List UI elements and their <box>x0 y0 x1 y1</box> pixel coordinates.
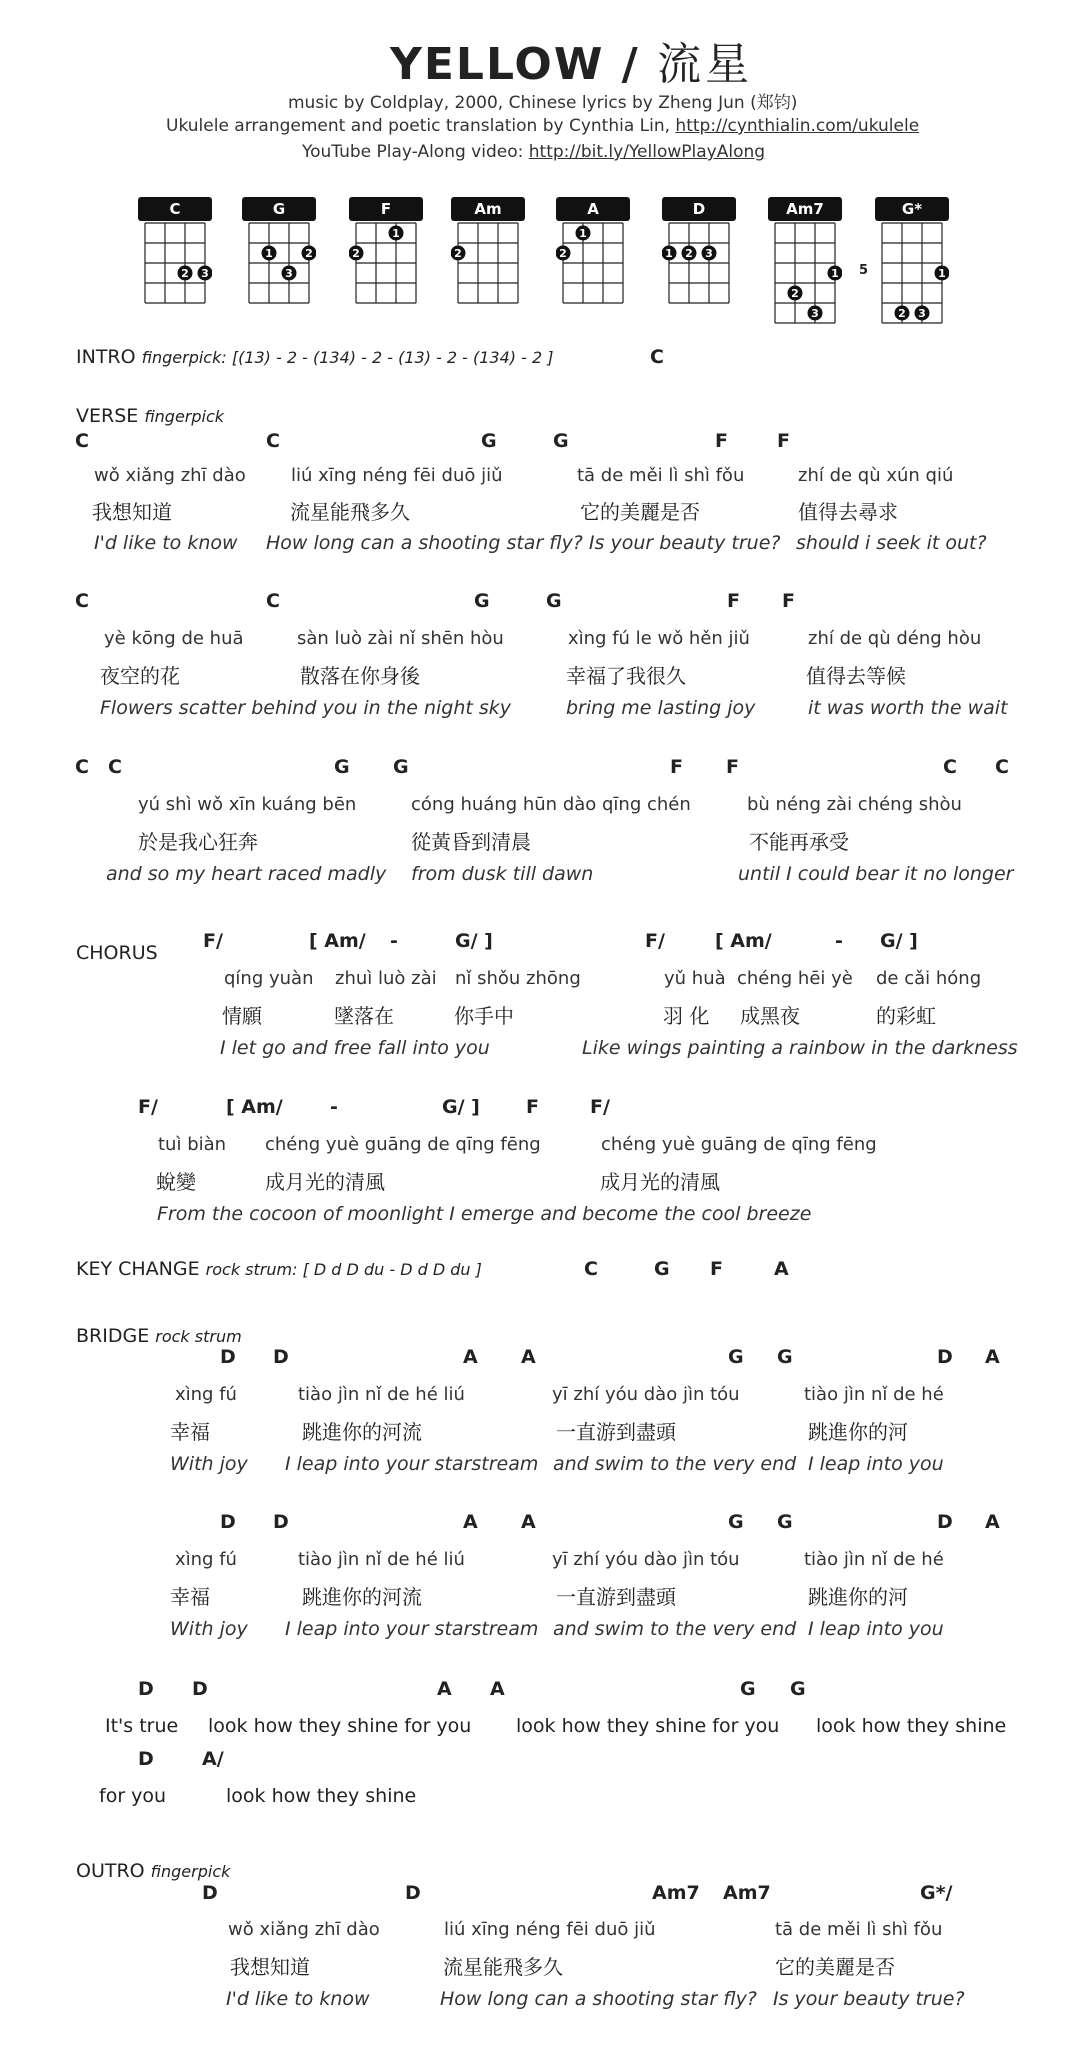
chord-symbol: A <box>437 1678 452 1700</box>
pinyin-text: wǒ xiǎng zhī dào <box>228 1919 380 1940</box>
chord-symbol: D <box>405 1882 421 1904</box>
chord-symbol: A/ <box>202 1748 224 1770</box>
chord-symbol: F <box>727 590 740 612</box>
chord-symbol: G <box>728 1346 744 1368</box>
chinese-lyric: 你手中 <box>454 1004 514 1028</box>
intro-chord: C <box>650 346 664 368</box>
finger-number: 3 <box>918 307 926 320</box>
english-lyric: look how they shine for you <box>516 1715 780 1737</box>
chord-name: C <box>138 197 212 221</box>
chord-symbol: D <box>937 1346 953 1368</box>
chord-symbol: C <box>75 430 89 452</box>
chord-symbol: C <box>943 756 957 778</box>
english-lyric: I let go and free fall into you <box>220 1037 490 1059</box>
pinyin-text: tiào jìn nǐ de hé <box>804 1549 944 1570</box>
chinese-lyric: 於是我心狂奔 <box>138 830 258 854</box>
pinyin-text: bù néng zài chéng shòu <box>747 794 962 815</box>
chord-symbol: F <box>715 430 728 452</box>
chinese-lyric: 成月光的清風 <box>265 1170 385 1194</box>
chord-symbol: C <box>108 756 122 778</box>
bridge-title: BRIDGE <box>76 1325 150 1347</box>
finger-number: 3 <box>201 267 209 280</box>
finger-number: 1 <box>831 267 839 280</box>
chord-symbol: F <box>526 1096 539 1118</box>
finger-number: 2 <box>305 247 313 260</box>
pinyin-text: chéng yuè guāng de qīng fēng <box>601 1134 877 1155</box>
chord-grid <box>138 221 212 313</box>
chord-symbol: A <box>985 1511 1000 1533</box>
chord-symbol: [ Am/ <box>226 1096 283 1118</box>
bridge-label <box>76 1325 242 1347</box>
bridge-note: rock strum <box>155 1327 242 1346</box>
pinyin-text: tiào jìn nǐ de hé liú <box>298 1549 465 1570</box>
credit-line: music by Coldplay, 2000, Chinese lyrics by Zheng Jun (郑钧) <box>288 93 798 113</box>
chord-symbol: F/ <box>645 930 665 952</box>
chord-diagram-d <box>662 197 736 313</box>
chinese-lyric: 一直游到盡頭 <box>556 1420 676 1444</box>
pinyin-text: nǐ shǒu zhōng <box>455 968 581 989</box>
pinyin-text: yǔ huà <box>664 968 726 989</box>
english-lyric: look how they shine <box>816 1715 1007 1737</box>
english-lyric: and swim to the very end <box>553 1618 797 1640</box>
finger-number: 3 <box>705 247 713 260</box>
english-lyric: from dusk till dawn <box>411 863 594 885</box>
english-lyric: bring me lasting joy <box>566 697 756 719</box>
finger-number: 3 <box>285 267 293 280</box>
chinese-lyric: 跳進你的河 <box>808 1585 908 1609</box>
chord-grid <box>556 221 630 313</box>
english-lyric: I leap into your starstream <box>285 1618 539 1640</box>
chord-symbol: C <box>266 430 280 452</box>
finger-number: 2 <box>181 267 189 280</box>
outro-label <box>76 1860 230 1882</box>
outro-note: fingerpick <box>150 1862 231 1881</box>
english-lyric: I leap into your starstream <box>285 1453 539 1475</box>
chord-symbol: G <box>546 590 562 612</box>
english-lyric: Like wings painting a rainbow in the darkness <box>582 1037 1018 1059</box>
chord-diagram-f <box>349 197 423 313</box>
chinese-lyric: 夜空的花 <box>100 664 180 688</box>
chord-symbol: D <box>937 1511 953 1533</box>
chord-symbol: D <box>192 1678 208 1700</box>
chord-diagram-g <box>242 197 316 313</box>
pinyin-text: zhuì luò zài <box>335 968 437 989</box>
chord-symbol: G <box>334 756 350 778</box>
chinese-lyric: 成月光的清風 <box>600 1170 720 1194</box>
finger-number: 2 <box>559 247 567 260</box>
chinese-lyric: 不能再承受 <box>749 830 849 854</box>
pinyin-text: xìng fú <box>175 1384 237 1405</box>
pinyin-text: yī zhí yóu dào jìn tóu <box>552 1384 740 1405</box>
chinese-lyric: 跳進你的河流 <box>302 1585 422 1609</box>
chord-grid <box>662 221 736 313</box>
intro-label <box>76 346 553 368</box>
pinyin-text: tuì biàn <box>158 1134 227 1155</box>
chord-name: D <box>662 197 736 221</box>
chord-symbol: F/ <box>203 930 223 952</box>
chinese-lyric: 跳進你的河 <box>808 1420 908 1444</box>
chinese-lyric: 值得去等候 <box>806 664 906 688</box>
chord-symbol: [ Am/ <box>715 930 772 952</box>
english-lyric: I'd like to know <box>94 532 238 554</box>
chord-symbol: F <box>726 756 739 778</box>
english-lyric: It's true <box>105 1715 179 1737</box>
chord-symbol: Am7 <box>652 1882 700 1904</box>
pinyin-text: liú xīng néng fēi duō jiǔ <box>291 465 503 486</box>
pinyin-text: yú shì wǒ xīn kuáng bēn <box>138 794 357 815</box>
arrangement-text: Ukulele arrangement and poetic translation by Cynthia Lin, <box>166 116 676 136</box>
chinese-lyric: 墜落在 <box>334 1004 394 1028</box>
chinese-lyric: 成黑夜 <box>740 1004 800 1028</box>
chord-symbol: A <box>521 1346 536 1368</box>
chord-symbol: D <box>220 1346 236 1368</box>
finger-number: 2 <box>685 247 693 260</box>
song-title-en: YELLOW / <box>390 39 640 90</box>
chord-name: G <box>242 197 316 221</box>
chord-symbol: D <box>138 1678 154 1700</box>
chord-symbol: Am7 <box>723 1882 771 1904</box>
chord-name: Am7 <box>768 197 842 221</box>
pinyin-text: cóng huáng hūn dào qīng chén <box>411 794 691 815</box>
finger-number: 1 <box>938 267 946 280</box>
finger-number: 3 <box>811 307 819 320</box>
chord-symbol: - <box>330 1096 338 1118</box>
pinyin-text: tiào jìn nǐ de hé liú <box>298 1384 465 1405</box>
chord-symbol: C <box>995 756 1009 778</box>
english-lyric: I leap into you <box>808 1453 944 1475</box>
chord-diagram-a <box>556 197 630 313</box>
chord-symbol: D <box>273 1511 289 1533</box>
pinyin-text: liú xīng néng fēi duō jiǔ <box>444 1919 656 1940</box>
chord-symbol: G*/ <box>920 1882 953 1904</box>
chinese-lyric: 流星能飛多久 <box>443 1955 563 1979</box>
chord-symbol: - <box>390 930 398 952</box>
english-lyric: and swim to the very end <box>553 1453 797 1475</box>
english-lyric: and so my heart raced madly <box>106 863 387 885</box>
verse-label <box>76 405 224 427</box>
english-lyric: How long can a shooting star fly? Is your beauty true? <box>266 532 781 554</box>
chinese-lyric: 我想知道 <box>230 1955 310 1979</box>
key-change-chord: A <box>774 1258 789 1280</box>
chinese-lyric: 蛻變 <box>156 1170 196 1194</box>
chord-symbol: [ Am/ <box>309 930 366 952</box>
chord-grid <box>242 221 316 313</box>
chord-symbol: G <box>740 1678 756 1700</box>
chord-name: F <box>349 197 423 221</box>
chord-symbol: A <box>463 1346 478 1368</box>
key-change-note: rock strum: [ D d D du - D d D du ] <box>205 1260 482 1279</box>
english-lyric: should i seek it out? <box>796 532 987 554</box>
english-lyric: look how they shine for you <box>208 1715 472 1737</box>
chord-grid <box>875 221 949 333</box>
pinyin-text: wǒ xiǎng zhī dào <box>94 465 246 486</box>
chord-diagram-gstar <box>859 197 949 333</box>
pinyin-text: xìng fú <box>175 1549 237 1570</box>
verse-title: VERSE <box>76 405 139 427</box>
pinyin-text: xìng fú le wǒ hěn jiǔ <box>568 628 750 649</box>
chord-diagram-c <box>138 197 212 313</box>
intro-title: INTRO <box>76 346 136 368</box>
chinese-lyric: 幸福了我很久 <box>566 664 686 688</box>
chinese-lyric: 一直游到盡頭 <box>556 1585 676 1609</box>
chord-symbol: F/ <box>138 1096 158 1118</box>
chinese-lyric: 羽 化 <box>663 1004 710 1028</box>
chord-symbol: C <box>75 756 89 778</box>
english-lyric: for you <box>99 1785 167 1807</box>
chord-grid <box>451 221 525 313</box>
chord-symbol: F <box>777 430 790 452</box>
pinyin-text: tā de měi lì shì fǒu <box>775 1919 943 1940</box>
chord-symbol: D <box>202 1882 218 1904</box>
english-lyric: How long can a shooting star fly? <box>440 1988 757 2010</box>
chord-name: G* <box>875 197 949 221</box>
chinese-lyric: 我想知道 <box>92 500 172 524</box>
key-change-chord: F <box>710 1258 723 1280</box>
key-change-label <box>76 1258 482 1280</box>
pinyin-text: tiào jìn nǐ de hé <box>804 1384 944 1405</box>
song-title-cn: 流星 <box>657 39 754 90</box>
chord-name: Am <box>451 197 525 221</box>
chorus-label: CHORUS <box>76 942 158 964</box>
chord-symbol: D <box>273 1346 289 1368</box>
pinyin-text: zhí de qù xún qiú <box>798 465 954 486</box>
chord-symbol: G/ ] <box>442 1096 480 1118</box>
finger-number: 2 <box>898 307 906 320</box>
key-change-chord: C <box>584 1258 598 1280</box>
chord-symbol: A <box>985 1346 1000 1368</box>
chinese-lyric: 值得去尋求 <box>798 500 898 524</box>
pinyin-text: yī zhí yóu dào jìn tóu <box>552 1549 740 1570</box>
finger-number: 2 <box>791 287 799 300</box>
chinese-lyric: 情願 <box>222 1004 262 1028</box>
chord-symbol: G/ ] <box>455 930 493 952</box>
pinyin-text: chéng hēi yè <box>737 968 853 989</box>
chinese-lyric: 它的美麗是否 <box>580 500 700 524</box>
english-lyric: it was worth the wait <box>808 697 1008 719</box>
chord-symbol: C <box>266 590 280 612</box>
english-lyric: look how they shine <box>226 1785 417 1807</box>
video-line <box>302 142 765 162</box>
key-change-chord: G <box>654 1258 670 1280</box>
finger-number: 1 <box>665 247 673 260</box>
intro-note: fingerpick: [(13) - 2 - (134) - 2 - (13) - 2 - (134) - 2 ] <box>141 348 554 367</box>
chord-symbol: A <box>490 1678 505 1700</box>
english-lyric: I leap into you <box>808 1618 944 1640</box>
pinyin-text: de cǎi hóng <box>876 968 982 989</box>
chord-symbol: - <box>835 930 843 952</box>
english-lyric: Flowers scatter behind you in the night sky <box>100 697 512 719</box>
english-lyric: until I could bear it no longer <box>738 863 1014 885</box>
pinyin-text: qíng yuàn <box>224 968 314 989</box>
english-lyric: Is your beauty true? <box>773 1988 965 2010</box>
chord-name: A <box>556 197 630 221</box>
video-text: YouTube Play-Along video: <box>302 142 529 162</box>
fret-position-label: 5 <box>859 263 869 278</box>
arrangement-line <box>166 116 919 136</box>
chinese-lyric: 它的美麗是否 <box>775 1955 895 1979</box>
chord-symbol: F <box>670 756 683 778</box>
chinese-lyric: 幸福 <box>170 1420 210 1444</box>
pinyin-text: tā de měi lì shì fǒu <box>577 465 745 486</box>
pinyin-text: yè kōng de huā <box>104 628 244 649</box>
english-lyric: I'd like to know <box>226 1988 370 2010</box>
chord-symbol: G/ ] <box>880 930 918 952</box>
finger-number: 1 <box>579 227 587 240</box>
chord-symbol: G <box>481 430 497 452</box>
english-lyric: With joy <box>170 1453 248 1475</box>
song-title <box>390 28 753 92</box>
chinese-lyric: 幸福 <box>170 1585 210 1609</box>
arrangement-link[interactable]: http://cynthialin.com/ukulele <box>675 116 920 136</box>
chord-symbol: A <box>521 1511 536 1533</box>
chinese-lyric: 流星能飛多久 <box>290 500 410 524</box>
chord-symbol: G <box>553 430 569 452</box>
chord-grid <box>768 221 842 333</box>
chord-symbol: A <box>463 1511 478 1533</box>
key-change-title: KEY CHANGE <box>76 1258 200 1280</box>
finger-number: 1 <box>392 227 400 240</box>
finger-number: 2 <box>454 247 462 260</box>
chord-symbol: F/ <box>590 1096 610 1118</box>
pinyin-text: sàn luò zài nǐ shēn hòu <box>297 628 504 649</box>
finger-number: 2 <box>352 247 360 260</box>
chord-symbol: G <box>728 1511 744 1533</box>
outro-title: OUTRO <box>76 1860 145 1882</box>
chinese-lyric: 跳進你的河流 <box>302 1420 422 1444</box>
chinese-lyric: 的彩虹 <box>876 1004 936 1028</box>
english-lyric: From the cocoon of moonlight I emerge and become the cool breeze <box>157 1203 812 1225</box>
english-lyric: With joy <box>170 1618 248 1640</box>
pinyin-text: chéng yuè guāng de qīng fēng <box>265 1134 541 1155</box>
chord-symbol: D <box>220 1511 236 1533</box>
finger-number: 1 <box>265 247 273 260</box>
chord-symbol: G <box>474 590 490 612</box>
chinese-lyric: 散落在你身後 <box>300 664 420 688</box>
pinyin-text: zhí de qù déng hòu <box>808 628 982 649</box>
chord-symbol: G <box>790 1678 806 1700</box>
chinese-lyric: 從黃昏到清晨 <box>411 830 531 854</box>
chord-diagram-am7 <box>768 197 842 333</box>
chord-diagram-am <box>451 197 525 313</box>
chord-symbol: G <box>777 1511 793 1533</box>
chord-symbol: G <box>777 1346 793 1368</box>
chord-symbol: D <box>138 1748 154 1770</box>
chord-symbol: F <box>782 590 795 612</box>
chord-grid <box>349 221 423 313</box>
video-link[interactable]: http://bit.ly/YellowPlayAlong <box>528 142 766 162</box>
verse-note: fingerpick <box>144 407 225 426</box>
chord-symbol: C <box>75 590 89 612</box>
chord-symbol: G <box>393 756 409 778</box>
